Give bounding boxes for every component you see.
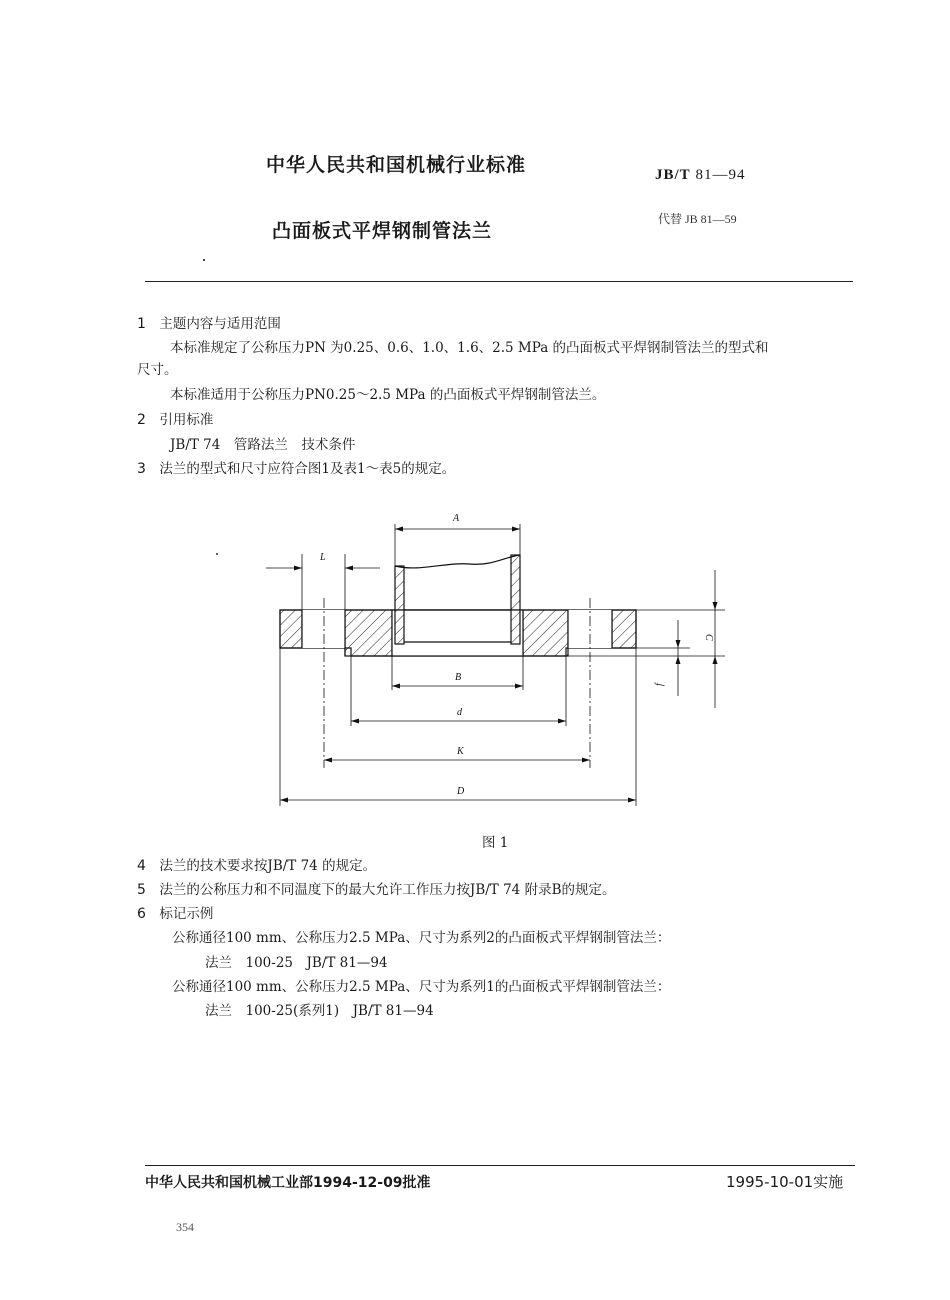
- label-B: B: [455, 672, 462, 683]
- label-A: A: [453, 513, 460, 524]
- replaces-note: 代替 JB 81—59: [658, 212, 737, 226]
- hatch-left-inner: [345, 610, 392, 656]
- bolt-hole-left: [302, 610, 345, 648]
- section-number: 5: [137, 882, 146, 898]
- document-title: 凸面板式平焊钢制管法兰: [272, 220, 493, 242]
- figure-caption: 图 1: [482, 835, 509, 851]
- label-C: C: [703, 634, 714, 641]
- example-2-description: 公称通径100 mm、公称压力2.5 MPa、尺寸为系列1的凸面板式平焊钢制管法兰：: [172, 979, 671, 995]
- section-title: 主题内容与适用范围: [159, 316, 281, 332]
- standard-code: 81—94: [695, 167, 746, 183]
- hatch-right-inner: [523, 610, 568, 656]
- reference-code: JB/T 74: [170, 437, 221, 453]
- section-5-heading: [137, 878, 616, 902]
- example-1-description: 公称通径100 mm、公称压力2.5 MPa、尺寸为系列2的凸面板式平焊钢制管法兰：: [172, 930, 671, 946]
- section-title: 标记示例: [159, 906, 214, 922]
- example-1-marking: 法兰 100-25 JB/T 81—94: [205, 955, 388, 971]
- reference-title: 管路法兰 技术条件: [233, 437, 356, 453]
- page-number: 354: [176, 1220, 194, 1234]
- org-title: 中华人民共和国机械行业标准: [266, 154, 527, 176]
- section-title: 法兰的型式和尺寸应符合图1及表1～表5的规定。: [159, 461, 456, 477]
- footer-rule: [145, 1165, 855, 1166]
- section-number: 1: [137, 316, 146, 332]
- example-2-marking: 法兰 100-25(系列1) JB/T 81—94: [205, 1003, 434, 1019]
- scan-speck: [216, 553, 218, 555]
- section-title: 法兰的技术要求按JB/T 74 的规定。: [159, 858, 377, 874]
- label-L: L: [320, 552, 326, 563]
- section-number: 3: [137, 461, 146, 477]
- section-number: 6: [137, 906, 146, 922]
- section-4-heading: [137, 854, 376, 878]
- section-title: 法兰的公称压力和不同温度下的最大允许工作压力按JB/T 74 附录B的规定。: [159, 882, 616, 898]
- pipe-wall-left: [395, 566, 404, 644]
- section-title: 引用标准: [159, 412, 214, 428]
- label-K: K: [457, 746, 464, 757]
- label-f: f: [654, 683, 665, 686]
- effective-date: 1995-10-01实施: [726, 1173, 844, 1191]
- paragraph-line: 本标准规定了公称压力PN 为0.25、0.6、1.0、1.6、2.5 MPa 的凸面板式平焊钢制管法兰的型式和: [170, 340, 769, 356]
- standard-prefix: JB/T: [655, 167, 691, 183]
- hatch-right-outer: [612, 610, 636, 648]
- section-number: 4: [137, 858, 146, 874]
- section-number: 2: [137, 412, 146, 428]
- flange-bore: [392, 610, 523, 656]
- pipe-wall-right: [511, 555, 520, 644]
- hatch-left-outer: [280, 610, 302, 648]
- label-d: d: [457, 707, 462, 718]
- paragraph-line: 本标准适用于公称压力PN0.25～2.5 MPa 的凸面板式平焊钢制管法兰。: [170, 387, 606, 403]
- pipe-break-line: [395, 555, 520, 568]
- label-D: D: [457, 786, 465, 797]
- paragraph-line: 尺寸。: [137, 362, 178, 378]
- approval-note: 中华人民共和国机械工业部1994-12-09批准: [145, 1175, 431, 1191]
- section-6-heading: [137, 902, 213, 926]
